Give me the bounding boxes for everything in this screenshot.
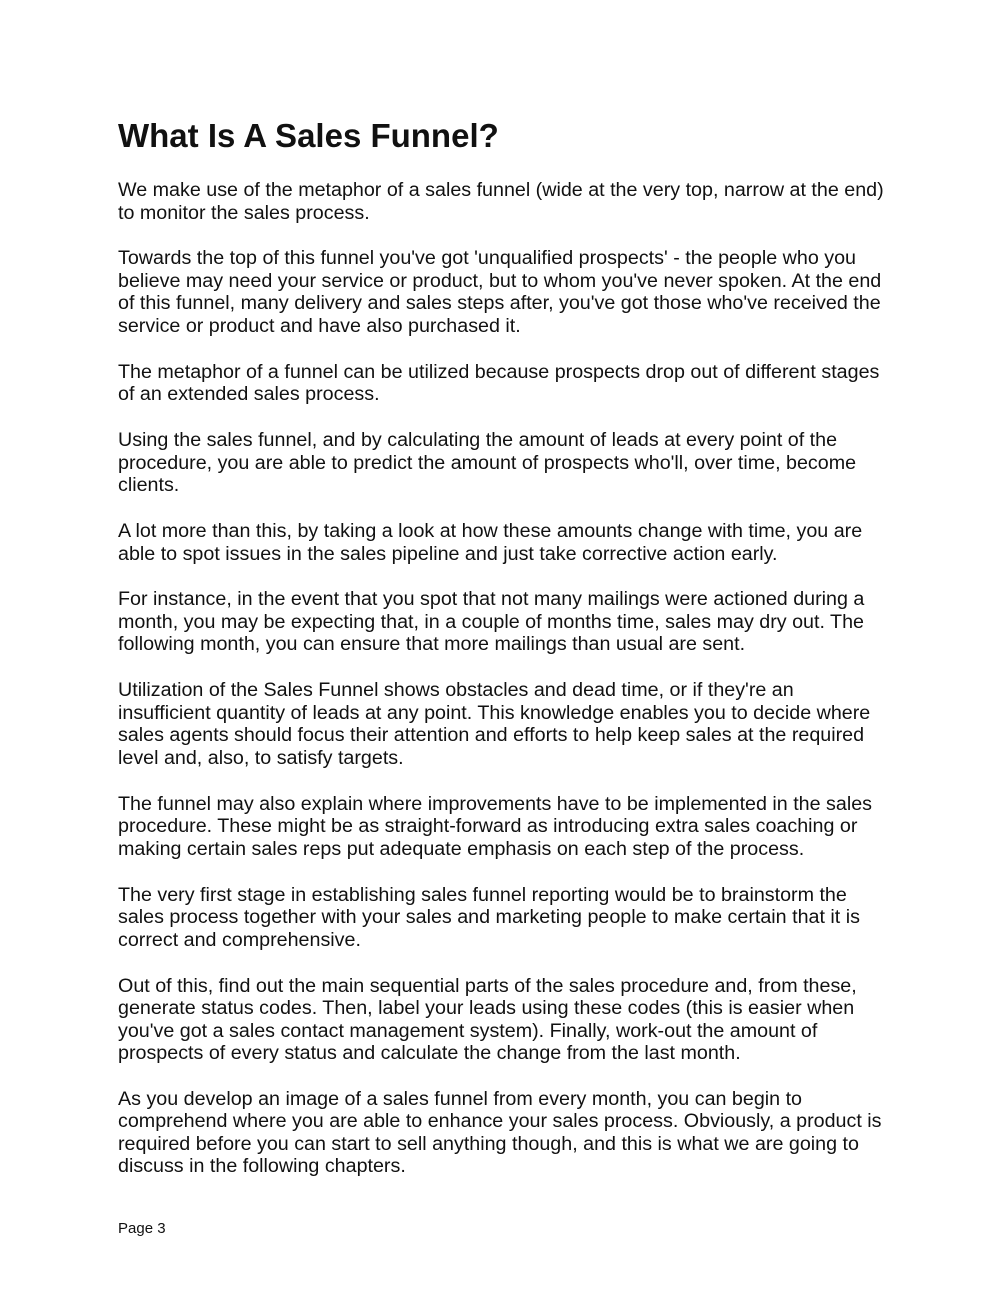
paragraph-8: The funnel may also explain where improvements have to be implemented in the sales procedure. These might be as straight-forward as introducing extra sales coaching or making certain sales reps put adequate emphasis on each step of the process. [118, 792, 872, 860]
paragraph-4: Using the sales funnel, and by calculating the amount of leads at every point of the procedure, you are able to predict the amount of prospects who'll, over time, become clients. [118, 429, 857, 497]
paragraph-2: Towards the top of this funnel you've got 'unqualified prospects' - the people who you believe may need your service or product, but to whom you've never spoken. At the end of this funnel, many delivery and sales steps after, you've got those who've received the service or product and have also purchased it. [118, 247, 882, 337]
paragraph-7: Utilization of the Sales Funnel shows obstacles and dead time, or if they're an insufficient quantity of leads at any point. This knowledge enables you to decide where sales agents should focus their attention and efforts to help keep sales at the required level and, also, to satisfy targets. [118, 679, 871, 769]
paragraph-1: We make use of the metaphor of a sales funnel (wide at the very top, narrow at the end) to monitor the sales process. [118, 179, 884, 224]
paragraph-5: A lot more than this, by taking a look at how these amounts change with time, you are able to spot issues in the sales pipeline and just take corrective action early. [118, 520, 863, 565]
paragraph-11: As you develop an image of a sales funnel from every month, you can begin to comprehend where you are able to enhance your sales process. Obviously, a product is required before you can start to sell anything though, and this is what we are going to discuss in the following chapters. [118, 1087, 882, 1178]
paragraph-6: For instance, in the event that you spot that not many mailings were actioned during a month, you may be expecting that, in a couple of months time, sales may dry out. The following month, you can ensure that more mailings than usual are sent. [118, 588, 865, 656]
paragraph-3: The metaphor of a funnel can be utilized because prospects drop out of different stages of an extended sales process. [118, 360, 880, 406]
paragraph-9: The very first stage in establishing sales funnel reporting would be to brainstorm the sales process together with your sales and marketing people to make certain that it is correct and comprehensive. [118, 883, 860, 951]
page-number-label: Page 3 [118, 1220, 166, 1237]
page-title: What Is A Sales Funnel? [118, 117, 499, 154]
paragraph-10: Out of this, find out the main sequential parts of the sales procedure and, from these, generate status codes. Then, label your leads using these codes (this is easier when you've got a sales contact management system). Finally, work-out the amount of prospects of every status and calculate the change from the last month. [118, 974, 857, 1065]
page-footer [118, 1221, 166, 1236]
document-body [118, 179, 890, 1201]
